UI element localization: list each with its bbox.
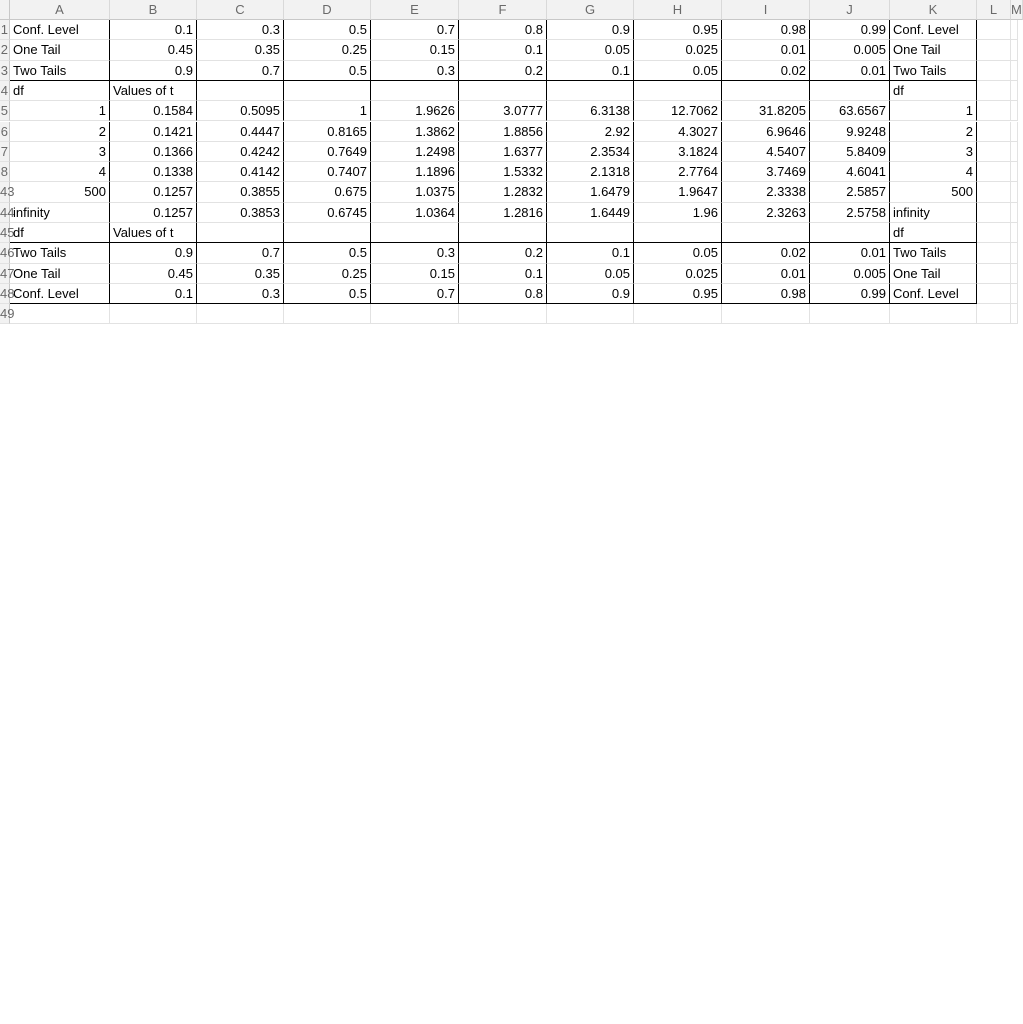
cell-d11[interactable]	[284, 223, 371, 243]
cell-g15[interactable]	[547, 304, 634, 324]
cell-c5[interactable]: 0.5095	[197, 101, 284, 121]
cell-j7[interactable]: 5.8409	[810, 142, 890, 162]
row-header-48[interactable]: 48	[0, 284, 10, 304]
cell-m5[interactable]	[1011, 101, 1018, 121]
cell-m10[interactable]	[1011, 203, 1018, 223]
cell-g5[interactable]: 6.3138	[547, 101, 634, 121]
row-header-8[interactable]: 8	[0, 162, 10, 182]
cell-e4[interactable]	[371, 81, 459, 101]
cell-j5[interactable]: 63.6567	[810, 101, 890, 121]
cell-f4[interactable]	[459, 81, 547, 101]
cell-f3[interactable]: 0.2	[459, 61, 547, 81]
cell-m6[interactable]	[1011, 122, 1018, 142]
cell-g6[interactable]: 2.92	[547, 122, 634, 142]
cell-e9[interactable]: 1.0375	[371, 182, 459, 202]
cell-m9[interactable]	[1011, 182, 1018, 202]
cell-l3[interactable]	[977, 61, 1011, 81]
cell-a2[interactable]: One Tail	[10, 40, 110, 60]
cell-e3[interactable]: 0.3	[371, 61, 459, 81]
cell-f14[interactable]: 0.8	[459, 284, 547, 304]
cell-b4[interactable]: Values of t	[110, 81, 197, 101]
cell-f9[interactable]: 1.2832	[459, 182, 547, 202]
cell-i9[interactable]: 2.3338	[722, 182, 810, 202]
cell-l2[interactable]	[977, 40, 1011, 60]
cell-l1[interactable]	[977, 20, 1011, 40]
cell-b14[interactable]: 0.1	[110, 284, 197, 304]
cell-i8[interactable]: 3.7469	[722, 162, 810, 182]
cell-f10[interactable]: 1.2816	[459, 203, 547, 223]
cell-k6[interactable]: 2	[890, 122, 977, 142]
cell-e11[interactable]	[371, 223, 459, 243]
cell-c6[interactable]: 0.4447	[197, 122, 284, 142]
row-header-2[interactable]: 2	[0, 40, 10, 60]
cell-l15[interactable]	[977, 304, 1011, 324]
cell-a9[interactable]: 500	[10, 182, 110, 202]
row-header-5[interactable]: 5	[0, 101, 10, 121]
cell-d13[interactable]: 0.25	[284, 264, 371, 284]
cell-k2[interactable]: One Tail	[890, 40, 977, 60]
cell-a4[interactable]: df	[10, 81, 110, 101]
cell-d10[interactable]: 0.6745	[284, 203, 371, 223]
cell-l5[interactable]	[977, 101, 1011, 121]
cell-b10[interactable]: 0.1257	[110, 203, 197, 223]
cell-a1[interactable]: Conf. Level	[10, 20, 110, 40]
cell-a13[interactable]: One Tail	[10, 264, 110, 284]
cell-h1[interactable]: 0.95	[634, 20, 722, 40]
cell-c8[interactable]: 0.4142	[197, 162, 284, 182]
cell-j15[interactable]	[810, 304, 890, 324]
cell-d5[interactable]: 1	[284, 101, 371, 121]
cell-h8[interactable]: 2.7764	[634, 162, 722, 182]
cell-d14[interactable]: 0.5	[284, 284, 371, 304]
cell-l4[interactable]	[977, 81, 1011, 101]
cell-c4[interactable]	[197, 81, 284, 101]
cell-k15[interactable]	[890, 304, 977, 324]
cell-h12[interactable]: 0.05	[634, 243, 722, 263]
cell-b1[interactable]: 0.1	[110, 20, 197, 40]
cell-f2[interactable]: 0.1	[459, 40, 547, 60]
cell-b12[interactable]: 0.9	[110, 243, 197, 263]
cell-c12[interactable]: 0.7	[197, 243, 284, 263]
column-header-h[interactable]: H	[634, 0, 722, 20]
cell-c14[interactable]: 0.3	[197, 284, 284, 304]
cell-k11[interactable]: df	[890, 223, 977, 243]
cell-e7[interactable]: 1.2498	[371, 142, 459, 162]
column-header-m[interactable]: M	[1011, 0, 1023, 20]
cell-h6[interactable]: 4.3027	[634, 122, 722, 142]
cell-i2[interactable]: 0.01	[722, 40, 810, 60]
cell-m11[interactable]	[1011, 223, 1018, 243]
cell-l8[interactable]	[977, 162, 1011, 182]
cell-f7[interactable]: 1.6377	[459, 142, 547, 162]
cell-d15[interactable]	[284, 304, 371, 324]
cell-m13[interactable]	[1011, 264, 1018, 284]
cell-f11[interactable]	[459, 223, 547, 243]
row-header-44[interactable]: 44	[0, 203, 10, 223]
cell-a7[interactable]: 3	[10, 142, 110, 162]
column-header-l[interactable]: L	[977, 0, 1011, 20]
cell-b13[interactable]: 0.45	[110, 264, 197, 284]
cell-g3[interactable]: 0.1	[547, 61, 634, 81]
cell-g10[interactable]: 1.6449	[547, 203, 634, 223]
cell-l6[interactable]	[977, 122, 1011, 142]
row-header-1[interactable]: 1	[0, 20, 10, 40]
cell-j8[interactable]: 4.6041	[810, 162, 890, 182]
cell-j10[interactable]: 2.5758	[810, 203, 890, 223]
cell-m15[interactable]	[1011, 304, 1018, 324]
cell-h4[interactable]	[634, 81, 722, 101]
cell-i12[interactable]: 0.02	[722, 243, 810, 263]
cell-l13[interactable]	[977, 264, 1011, 284]
cell-b9[interactable]: 0.1257	[110, 182, 197, 202]
cell-k5[interactable]: 1	[890, 101, 977, 121]
cell-d12[interactable]: 0.5	[284, 243, 371, 263]
cell-j1[interactable]: 0.99	[810, 20, 890, 40]
cell-b15[interactable]	[110, 304, 197, 324]
cell-h7[interactable]: 3.1824	[634, 142, 722, 162]
cell-k9[interactable]: 500	[890, 182, 977, 202]
cell-g13[interactable]: 0.05	[547, 264, 634, 284]
row-header-47[interactable]: 47	[0, 264, 10, 284]
cell-m1[interactable]	[1011, 20, 1018, 40]
cell-m7[interactable]	[1011, 142, 1018, 162]
column-header-a[interactable]: A	[10, 0, 110, 20]
cell-j6[interactable]: 9.9248	[810, 122, 890, 142]
cell-j3[interactable]: 0.01	[810, 61, 890, 81]
cell-m2[interactable]	[1011, 40, 1018, 60]
cell-d8[interactable]: 0.7407	[284, 162, 371, 182]
row-header-6[interactable]: 6	[0, 122, 10, 142]
column-header-b[interactable]: B	[110, 0, 197, 20]
cell-e12[interactable]: 0.3	[371, 243, 459, 263]
cell-a8[interactable]: 4	[10, 162, 110, 182]
cell-f13[interactable]: 0.1	[459, 264, 547, 284]
cell-h15[interactable]	[634, 304, 722, 324]
row-header-49[interactable]: 49	[0, 304, 10, 324]
cell-l10[interactable]	[977, 203, 1011, 223]
cell-g2[interactable]: 0.05	[547, 40, 634, 60]
cell-h11[interactable]	[634, 223, 722, 243]
cell-c10[interactable]: 0.3853	[197, 203, 284, 223]
cell-c9[interactable]: 0.3855	[197, 182, 284, 202]
cell-e10[interactable]: 1.0364	[371, 203, 459, 223]
cell-e2[interactable]: 0.15	[371, 40, 459, 60]
cell-a11[interactable]: df	[10, 223, 110, 243]
cell-g1[interactable]: 0.9	[547, 20, 634, 40]
cell-e1[interactable]: 0.7	[371, 20, 459, 40]
cell-k12[interactable]: Two Tails	[890, 243, 977, 263]
cell-k13[interactable]: One Tail	[890, 264, 977, 284]
cell-a5[interactable]: 1	[10, 101, 110, 121]
row-header-43[interactable]: 43	[0, 182, 10, 202]
cell-d2[interactable]: 0.25	[284, 40, 371, 60]
row-header-4[interactable]: 4	[0, 81, 10, 101]
cell-k3[interactable]: Two Tails	[890, 61, 977, 81]
cell-g14[interactable]: 0.9	[547, 284, 634, 304]
cell-e8[interactable]: 1.1896	[371, 162, 459, 182]
column-header-k[interactable]: K	[890, 0, 977, 20]
cell-c13[interactable]: 0.35	[197, 264, 284, 284]
cell-h10[interactable]: 1.96	[634, 203, 722, 223]
cell-e15[interactable]	[371, 304, 459, 324]
column-header-d[interactable]: D	[284, 0, 371, 20]
cell-m4[interactable]	[1011, 81, 1018, 101]
cell-i7[interactable]: 4.5407	[722, 142, 810, 162]
cell-i5[interactable]: 31.8205	[722, 101, 810, 121]
cell-g12[interactable]: 0.1	[547, 243, 634, 263]
row-header-7[interactable]: 7	[0, 142, 10, 162]
cell-k8[interactable]: 4	[890, 162, 977, 182]
column-header-e[interactable]: E	[371, 0, 459, 20]
cell-g11[interactable]	[547, 223, 634, 243]
cell-j14[interactable]: 0.99	[810, 284, 890, 304]
cell-l7[interactable]	[977, 142, 1011, 162]
cell-i6[interactable]: 6.9646	[722, 122, 810, 142]
cell-j12[interactable]: 0.01	[810, 243, 890, 263]
cell-d9[interactable]: 0.675	[284, 182, 371, 202]
cell-f1[interactable]: 0.8	[459, 20, 547, 40]
cell-b5[interactable]: 0.1584	[110, 101, 197, 121]
cell-m12[interactable]	[1011, 243, 1018, 263]
cell-i3[interactable]: 0.02	[722, 61, 810, 81]
cell-b7[interactable]: 0.1366	[110, 142, 197, 162]
cell-d1[interactable]: 0.5	[284, 20, 371, 40]
cell-g9[interactable]: 1.6479	[547, 182, 634, 202]
cell-k7[interactable]: 3	[890, 142, 977, 162]
cell-j11[interactable]	[810, 223, 890, 243]
cell-i4[interactable]	[722, 81, 810, 101]
cell-h2[interactable]: 0.025	[634, 40, 722, 60]
cell-h5[interactable]: 12.7062	[634, 101, 722, 121]
cell-j13[interactable]: 0.005	[810, 264, 890, 284]
cell-g4[interactable]	[547, 81, 634, 101]
cell-b2[interactable]: 0.45	[110, 40, 197, 60]
cell-a6[interactable]: 2	[10, 122, 110, 142]
cell-l11[interactable]	[977, 223, 1011, 243]
cell-c15[interactable]	[197, 304, 284, 324]
cell-c11[interactable]	[197, 223, 284, 243]
cell-d6[interactable]: 0.8165	[284, 122, 371, 142]
cell-k4[interactable]: df	[890, 81, 977, 101]
cell-i11[interactable]	[722, 223, 810, 243]
select-all-corner[interactable]	[0, 0, 10, 20]
cell-e6[interactable]: 1.3862	[371, 122, 459, 142]
cell-f5[interactable]: 3.0777	[459, 101, 547, 121]
cell-b8[interactable]: 0.1338	[110, 162, 197, 182]
cell-m8[interactable]	[1011, 162, 1018, 182]
cell-i14[interactable]: 0.98	[722, 284, 810, 304]
column-header-c[interactable]: C	[197, 0, 284, 20]
cell-f8[interactable]: 1.5332	[459, 162, 547, 182]
cell-j9[interactable]: 2.5857	[810, 182, 890, 202]
cell-k10[interactable]: infinity	[890, 203, 977, 223]
cell-m3[interactable]	[1011, 61, 1018, 81]
cell-c3[interactable]: 0.7	[197, 61, 284, 81]
cell-d7[interactable]: 0.7649	[284, 142, 371, 162]
cell-k1[interactable]: Conf. Level	[890, 20, 977, 40]
cell-d3[interactable]: 0.5	[284, 61, 371, 81]
cell-d4[interactable]	[284, 81, 371, 101]
cell-g8[interactable]: 2.1318	[547, 162, 634, 182]
cell-c2[interactable]: 0.35	[197, 40, 284, 60]
cell-a3[interactable]: Two Tails	[10, 61, 110, 81]
row-header-3[interactable]: 3	[0, 61, 10, 81]
cell-h9[interactable]: 1.9647	[634, 182, 722, 202]
cell-j2[interactable]: 0.005	[810, 40, 890, 60]
cell-g7[interactable]: 2.3534	[547, 142, 634, 162]
cell-b6[interactable]: 0.1421	[110, 122, 197, 142]
cell-m14[interactable]	[1011, 284, 1018, 304]
row-header-46[interactable]: 46	[0, 243, 10, 263]
column-header-f[interactable]: F	[459, 0, 547, 20]
cell-e5[interactable]: 1.9626	[371, 101, 459, 121]
cell-l14[interactable]	[977, 284, 1011, 304]
cell-b11[interactable]: Values of t	[110, 223, 197, 243]
cell-i15[interactable]	[722, 304, 810, 324]
cell-f12[interactable]: 0.2	[459, 243, 547, 263]
cell-h13[interactable]: 0.025	[634, 264, 722, 284]
cell-h3[interactable]: 0.05	[634, 61, 722, 81]
row-header-45[interactable]: 45	[0, 223, 10, 243]
column-header-i[interactable]: I	[722, 0, 810, 20]
column-header-j[interactable]: J	[810, 0, 890, 20]
cell-e13[interactable]: 0.15	[371, 264, 459, 284]
cell-i1[interactable]: 0.98	[722, 20, 810, 40]
cell-b3[interactable]: 0.9	[110, 61, 197, 81]
cell-h14[interactable]: 0.95	[634, 284, 722, 304]
cell-k14[interactable]: Conf. Level	[890, 284, 977, 304]
cell-a15[interactable]	[10, 304, 110, 324]
cell-i13[interactable]: 0.01	[722, 264, 810, 284]
cell-a12[interactable]: Two Tails	[10, 243, 110, 263]
cell-j4[interactable]	[810, 81, 890, 101]
cell-i10[interactable]: 2.3263	[722, 203, 810, 223]
cell-f6[interactable]: 1.8856	[459, 122, 547, 142]
cell-e14[interactable]: 0.7	[371, 284, 459, 304]
column-header-g[interactable]: G	[547, 0, 634, 20]
cell-l12[interactable]	[977, 243, 1011, 263]
cell-a10[interactable]: infinity	[10, 203, 110, 223]
cell-c7[interactable]: 0.4242	[197, 142, 284, 162]
cell-a14[interactable]: Conf. Level	[10, 284, 110, 304]
cell-f15[interactable]	[459, 304, 547, 324]
cell-c1[interactable]: 0.3	[197, 20, 284, 40]
cell-l9[interactable]	[977, 182, 1011, 202]
